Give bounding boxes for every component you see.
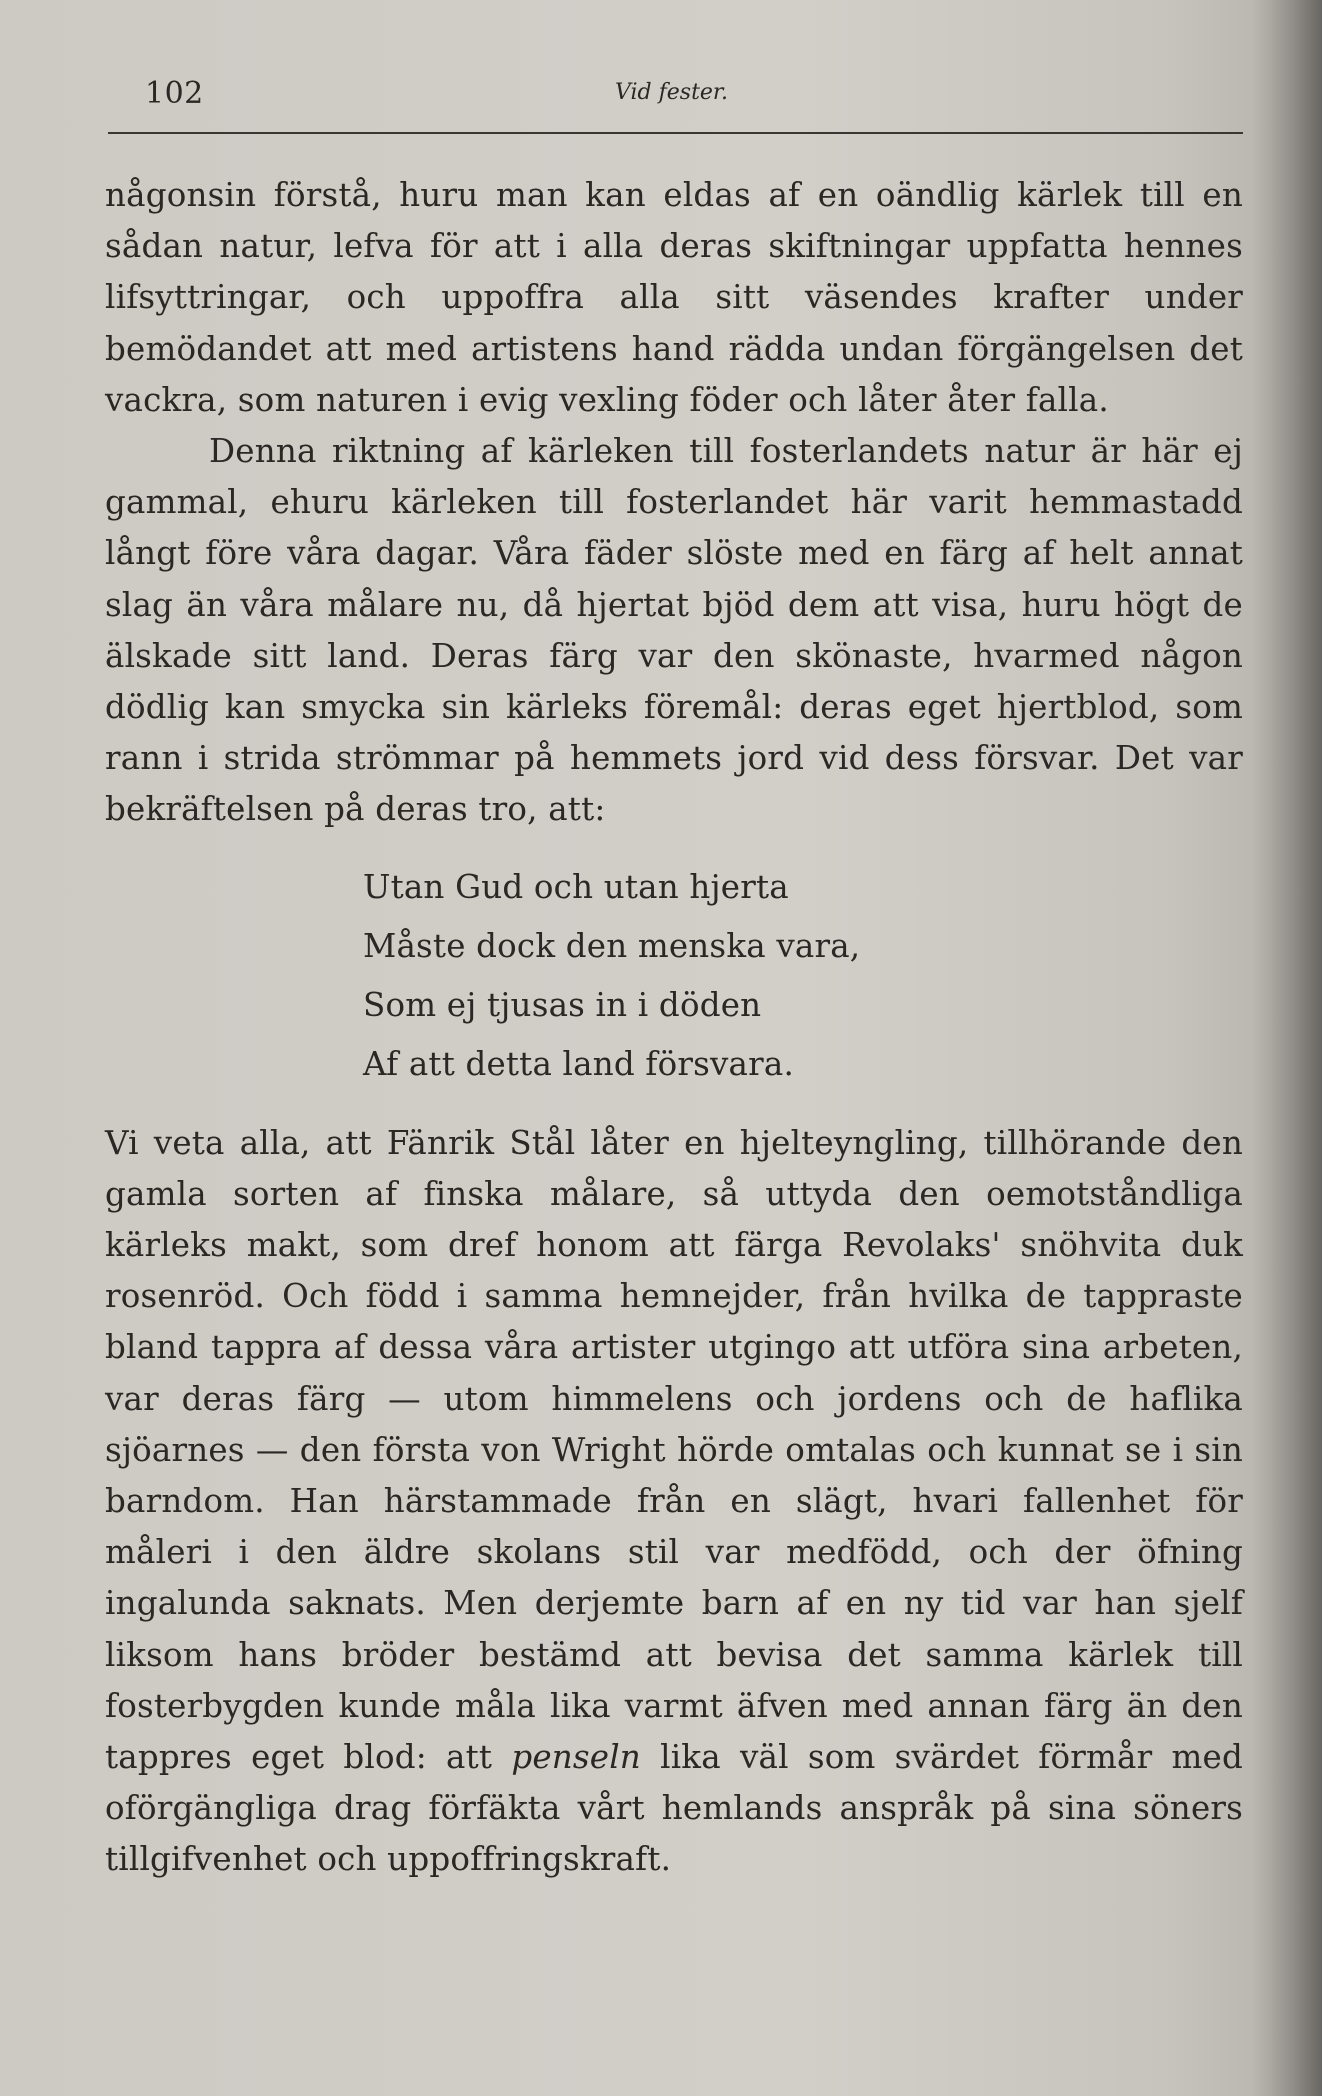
poem-line: Som ej tjusas in i döden — [363, 985, 762, 1024]
paragraph-2: Denna riktning af kärleken till fosterlandets natur är här ej gammal, ehuru kärleken till fosterlandet här varit hemmastadd långt före våra dagar. Våra fäder slöste med en färg af helt annat slag än våra målare nu, då hjertat bjöd dem att visa, huru högt de älskade sitt land. Deras färg var den skönaste, hvarmed någon dödlig kan smycka sin kärleks föremål: deras eget hjertblod, som rann i strida strömmar på hemmets jord vid dess försvar. Det var bekräftelsen på deras tro, att: — [105, 432, 1243, 829]
body-text — [105, 170, 1243, 1886]
poem-quote — [363, 858, 1243, 1094]
poem-line: Utan Gud och utan hjerta — [363, 867, 789, 906]
binding-shadow — [1252, 0, 1322, 2096]
paragraph-3-text-end: lika väl som svärdet förmår med oförgängliga drag förfäkta vårt hemlands anspråk på sina söners tillgifvenhet och uppoffringskraft. — [105, 1738, 1243, 1879]
running-head: Vid fester. — [615, 80, 729, 105]
poem-line: Måste dock den menska vara, — [363, 926, 861, 965]
paragraph-3 — [105, 1118, 1243, 1886]
page-number: 102 — [145, 76, 204, 111]
header-rule — [108, 132, 1243, 134]
poem-line: Af att detta land försvara. — [363, 1044, 794, 1083]
paragraph-1: någonsin förstå, huru man kan eldas af en oändlig kärlek till en sådan natur, lefva för att i alla deras skiftningar uppfatta hennes lifsyttringar, och uppoffra alla sitt väsendes krafter under bemödandet att med artistens hand rädda undan förgängelsen det vackra, som naturen i evig vexling föder och låter åter falla. — [105, 176, 1243, 419]
paragraph-3-text: Vi veta alla, att Fänrik Stål låter en hjelteyngling, tillhörande den gamla sorten af finska målare, så uttyda den oemotståndliga kärleks makt, som dref honom att färga Revolaks' snöhvita duk rosenröd. Och född i samma hemnejder, från hvilka de tappraste bland tappra af dessa våra artister utgingo att utföra sina arbeten, var deras färg — utom himmelens och jordens och de haflika sjöarnes — den första von Wright hörde omtalas och kunnat se i sin barndom. Han härstammade från en slägt, hvari fallenhet för måleri i den äldre skolans stil var medfödd, och der öfning ingalunda saknats. Men derjemte barn af en ny tid var han sjelf liksom hans bröder bestämd att bevisa det samma kärlek till fosterbygden kunde måla lika varmt äfven med annan färg än den tappres eget blod: att — [105, 1123, 1243, 1777]
page-header — [145, 76, 1240, 116]
emphasis-penseln: penseln — [511, 1738, 641, 1777]
